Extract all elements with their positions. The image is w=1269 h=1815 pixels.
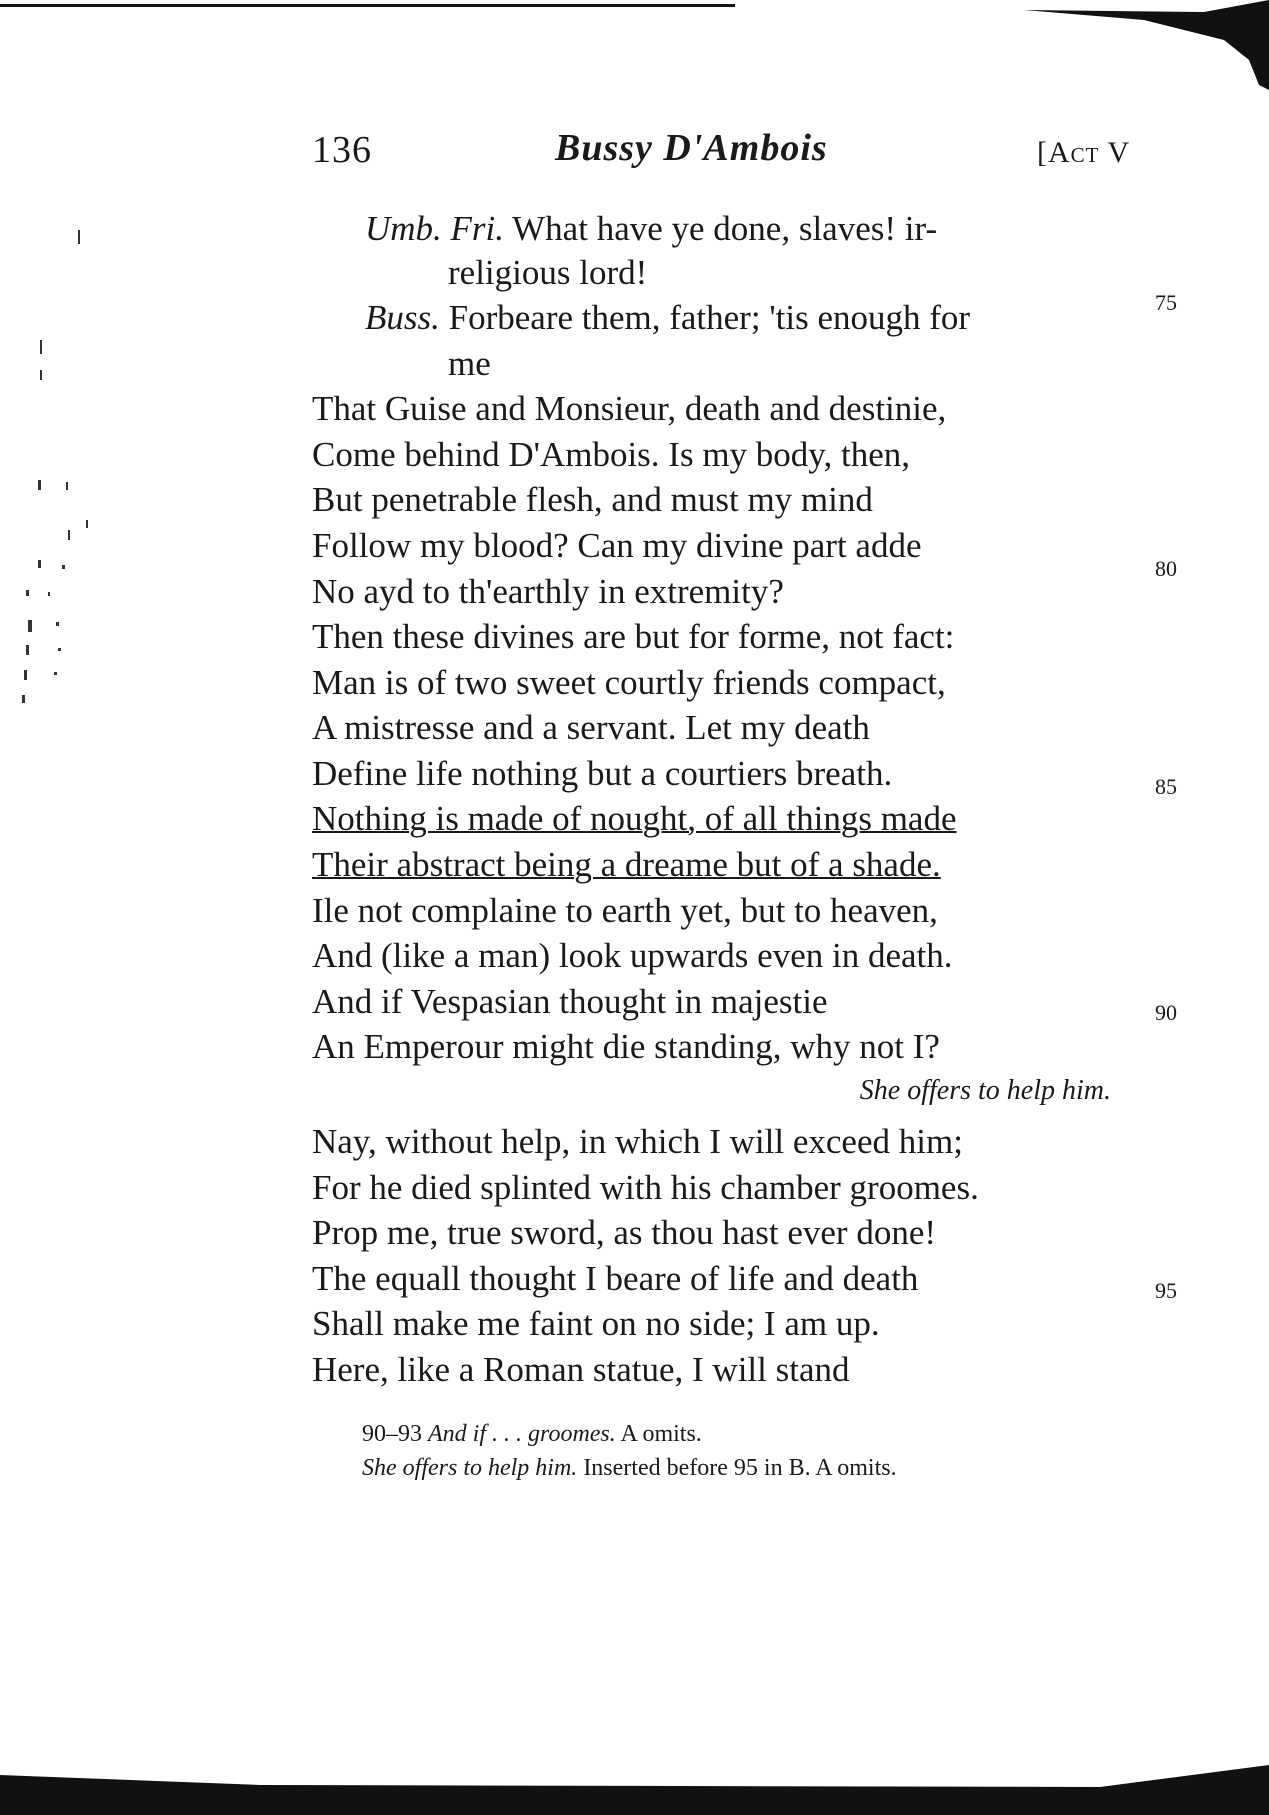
verse-line: Follow my blood? Can my divine part adde bbox=[312, 526, 922, 565]
note-lemma: She offers to help him. bbox=[362, 1455, 578, 1481]
line-number: 90 bbox=[1155, 1000, 1177, 1025]
verse-line: Man is of two sweet courtly friends compact, bbox=[312, 663, 946, 702]
verse-line: An Emperour might die standing, why not I? bbox=[312, 1027, 940, 1066]
verse-line: The equall thought I beare of life and death bbox=[312, 1259, 919, 1298]
verse-line: Buss. Forbeare them, father; 'tis enough for bbox=[365, 298, 971, 337]
note-ref: 90–93 bbox=[362, 1421, 422, 1447]
verse-line: Then these divines are but for forme, not fact: bbox=[312, 617, 955, 656]
note-lemma: And if . . . groomes. bbox=[428, 1421, 616, 1447]
scan-edge-bottom bbox=[0, 1745, 1269, 1815]
verse-line: Define life nothing but a courtiers breath. bbox=[312, 754, 893, 793]
line-number: 80 bbox=[1155, 556, 1177, 581]
scan-edge-top bbox=[0, 4, 735, 7]
verse-line-underlined: Nothing is made of nought, of all things made bbox=[312, 799, 957, 838]
running-title: Bussy D'Ambois bbox=[555, 127, 828, 169]
note-line bbox=[362, 1417, 897, 1451]
stage-direction: She offers to help him. bbox=[859, 1075, 1111, 1106]
verse-line: Here, like a Roman statue, I will stand bbox=[312, 1350, 850, 1389]
verse-line: religious lord! bbox=[448, 253, 648, 292]
scan-speckle bbox=[18, 220, 98, 720]
verse-line: For he died splinted with his chamber groomes. bbox=[312, 1168, 979, 1207]
verse-line: Umb. Fri. What have ye done, slaves! ir- bbox=[365, 209, 938, 248]
verse-line: me bbox=[448, 344, 491, 383]
verse-line: And (like a man) look upwards even in death. bbox=[312, 936, 953, 975]
verse-line-underlined: Their abstract being a dreame but of a shade. bbox=[312, 845, 941, 884]
note-line bbox=[362, 1451, 897, 1485]
speaker-name: Buss. bbox=[365, 298, 440, 337]
page-number: 136 bbox=[312, 129, 372, 171]
note-comment: Inserted before 95 in B. A omits. bbox=[577, 1455, 897, 1481]
verse-line: Come behind D'Ambois. Is my body, then, bbox=[312, 435, 911, 474]
verse-line: But penetrable flesh, and must my mind bbox=[312, 480, 873, 519]
verse-line: Shall make me faint on no side; I am up. bbox=[312, 1304, 880, 1343]
line-number: 95 bbox=[1155, 1278, 1177, 1303]
textual-notes bbox=[362, 1417, 897, 1485]
verse-line: Ile not complaine to earth yet, but to heaven, bbox=[312, 891, 938, 930]
verse-line: Nay, without help, in which I will exceed him; bbox=[312, 1122, 963, 1161]
line-number: 75 bbox=[1155, 290, 1177, 315]
verse-line: A mistresse and a servant. Let my death bbox=[312, 708, 870, 747]
verse-line: And if Vespasian thought in majestie bbox=[312, 982, 828, 1021]
scan-corner-shadow bbox=[1024, 0, 1269, 90]
page-header bbox=[0, 128, 1269, 178]
verse-line: No ayd to th'earthly in extremity? bbox=[312, 572, 784, 611]
line-number: 85 bbox=[1155, 774, 1177, 799]
note-comment: A omits. bbox=[615, 1421, 702, 1447]
verse-line: Prop me, true sword, as thou hast ever done! bbox=[312, 1213, 937, 1252]
speaker-name: Umb. Fri. bbox=[365, 209, 505, 248]
verse-line: That Guise and Monsieur, death and destinie, bbox=[312, 389, 947, 428]
act-label: [Act V bbox=[1037, 136, 1131, 169]
